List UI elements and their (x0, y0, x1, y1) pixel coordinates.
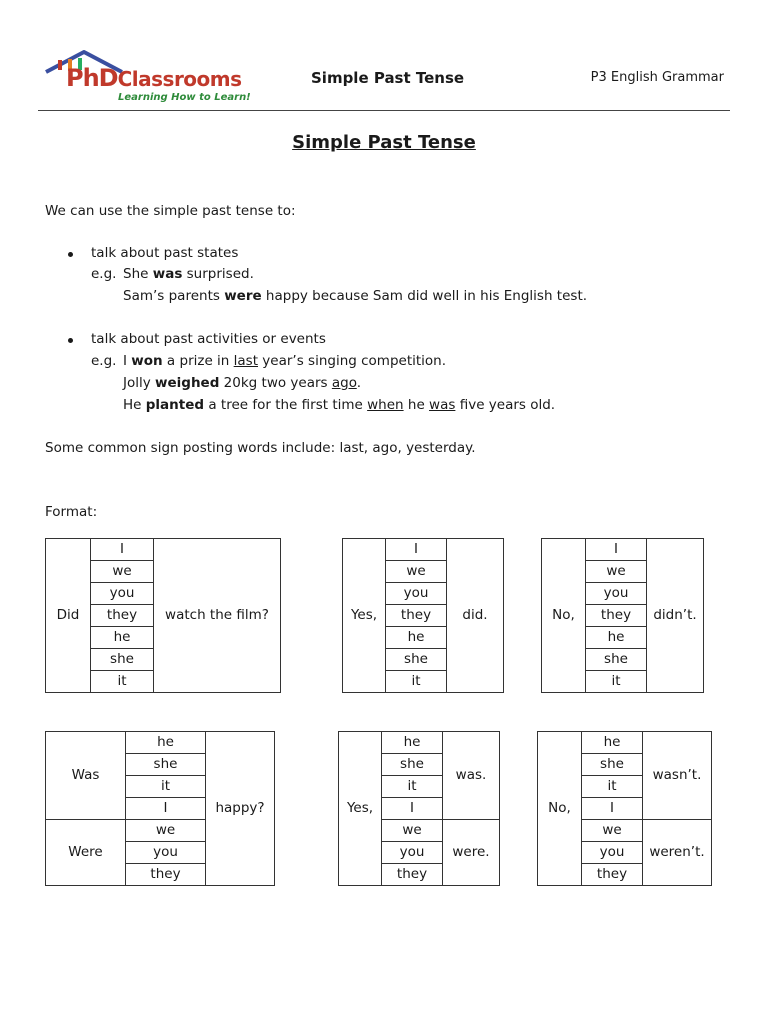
pronoun-cell: we (91, 561, 154, 583)
header-title: Simple Past Tense (311, 69, 465, 87)
example-line: She was surprised. (123, 266, 254, 282)
pronoun-cell: she (91, 649, 154, 671)
pronoun-cell: we (126, 820, 206, 842)
pronoun-cell: she (386, 649, 447, 671)
logo-wordmark: PhDClassrooms (66, 64, 242, 92)
eg-label: e.g. (91, 353, 117, 369)
logo-classrooms: Classrooms (117, 67, 242, 91)
were-answer-cell: weren’t. (643, 820, 712, 886)
pronoun-cell: he (91, 627, 154, 649)
pronoun-cell: I (382, 798, 443, 820)
example-line: He planted a tree for the first time when he was five years old. (123, 397, 556, 413)
pronoun-cell: she (582, 754, 643, 776)
pronoun-cell: I (386, 539, 447, 561)
pronoun-cell: they (582, 864, 643, 886)
bullet-dot (68, 338, 73, 343)
pronoun-cell: it (126, 776, 206, 798)
intro-text: We can use the simple past tense to: (45, 203, 296, 219)
format-label: Format: (45, 504, 98, 520)
table-was-question (45, 731, 275, 886)
pronoun-cell: we (382, 820, 443, 842)
header-subject: P3 English Grammar (590, 70, 724, 85)
eg-label: e.g. (91, 266, 117, 282)
logo-tagline: Learning How to Learn! (118, 92, 251, 103)
table-right-cell: watch the film? (154, 539, 281, 693)
pronoun-cell: it (386, 671, 447, 693)
table-right-cell: did. (447, 539, 504, 693)
table-did-question (45, 538, 281, 693)
pronoun-cell: it (91, 671, 154, 693)
pronoun-cell: I (586, 539, 647, 561)
pronoun-cell: he (582, 732, 643, 754)
pronoun-cell: he (586, 627, 647, 649)
table-left-cell: Did (46, 539, 91, 693)
table-right-cell: didn’t. (647, 539, 704, 693)
signpost-text: Some common sign posting words include: last, ago, yesterday. (45, 440, 476, 456)
pronoun-cell: she (586, 649, 647, 671)
table-was-yes (338, 731, 500, 886)
example-line: I won a prize in last year’s singing competition. (123, 353, 447, 369)
table-was-no (537, 731, 712, 886)
pronoun-cell: they (91, 605, 154, 627)
pronoun-cell: you (91, 583, 154, 605)
pronoun-cell: we (386, 561, 447, 583)
table-left-cell: Yes, (339, 732, 382, 886)
was-answer-cell: was. (443, 732, 500, 820)
table-did-no (541, 538, 704, 693)
pronoun-cell: I (126, 798, 206, 820)
pronoun-cell: they (386, 605, 447, 627)
table-right-cell: happy? (206, 732, 275, 886)
were-answer-cell: were. (443, 820, 500, 886)
bullet-states: talk about past states (91, 245, 239, 261)
was-cell: Was (46, 732, 126, 820)
pronoun-cell: he (126, 732, 206, 754)
pronoun-cell: I (91, 539, 154, 561)
table-left-cell: No, (538, 732, 582, 886)
pronoun-cell: she (382, 754, 443, 776)
table-did-yes (342, 538, 504, 693)
pronoun-cell: you (582, 842, 643, 864)
bullet-dot (68, 252, 73, 257)
header-divider (38, 110, 730, 111)
was-answer-cell: wasn’t. (643, 732, 712, 820)
pronoun-cell: it (582, 776, 643, 798)
pronoun-cell: they (382, 864, 443, 886)
pronoun-cell: he (386, 627, 447, 649)
pronoun-cell: you (386, 583, 447, 605)
pronoun-cell: it (382, 776, 443, 798)
pronoun-cell: we (586, 561, 647, 583)
bullet-activities: talk about past activities or events (91, 331, 326, 347)
pronoun-cell: you (382, 842, 443, 864)
table-left-cell: Yes, (343, 539, 386, 693)
table-left-cell: No, (542, 539, 586, 693)
pronoun-cell: you (586, 583, 647, 605)
pronoun-cell: she (126, 754, 206, 776)
example-line: Jolly weighed 20kg two years ago. (123, 375, 362, 391)
pronoun-cell: they (586, 605, 647, 627)
pronoun-cell: it (586, 671, 647, 693)
pronoun-cell: you (126, 842, 206, 864)
pronoun-cell: we (582, 820, 643, 842)
pronoun-cell: I (582, 798, 643, 820)
example-line: Sam’s parents were happy because Sam did well in his English test. (123, 288, 588, 304)
pronoun-cell: he (382, 732, 443, 754)
phd-classrooms-logo (44, 50, 251, 108)
pronoun-cell: they (126, 864, 206, 886)
were-cell: Were (46, 820, 126, 886)
page-title: Simple Past Tense (292, 132, 476, 153)
